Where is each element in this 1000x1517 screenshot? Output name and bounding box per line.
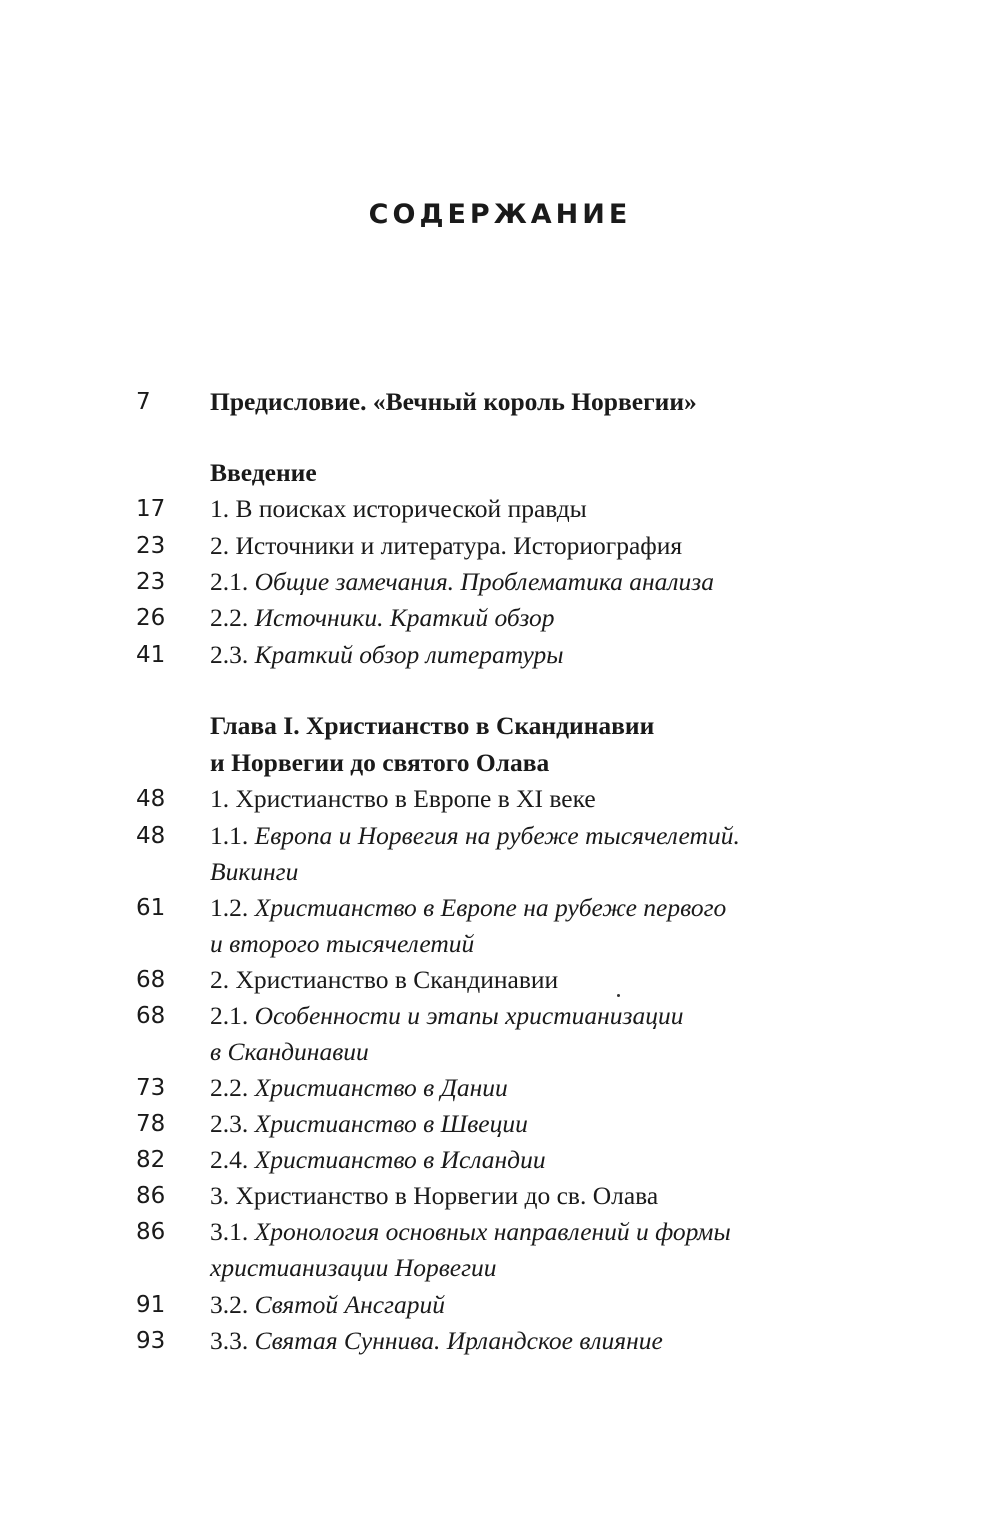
entry-title: Особенности и этапы христианизации: [254, 1001, 684, 1030]
toc-entry[interactable]: [0, 781, 1000, 817]
toc-entry[interactable]: [0, 818, 1000, 854]
entry-title: Святой Ансгарий: [254, 1290, 446, 1319]
page-number: 23: [136, 533, 166, 559]
entry-title-continuation: в Скандинавии: [210, 1037, 369, 1066]
page-number: 86: [136, 1219, 166, 1245]
entry-prefix: 1.: [210, 494, 230, 523]
chapter-heading-line: [0, 708, 1000, 744]
entry-title: В поисках исторической правды: [235, 494, 587, 523]
page-number: 23: [136, 569, 166, 595]
page-number: 68: [136, 967, 166, 993]
entry-prefix: 2.3.: [210, 1109, 249, 1138]
toc-entry[interactable]: [0, 1323, 1000, 1359]
chapter-heading: и Норвегии до святого Олава: [210, 748, 550, 777]
entry-prefix: 2.1.: [210, 567, 249, 596]
entry-title: Источники и литература. Историография: [235, 531, 683, 560]
entry-title: Предисловие. «Вечный король Норвегии»: [210, 387, 697, 416]
chapter-heading-line: [0, 745, 1000, 781]
page-title: СОДЕРЖАНИЕ: [368, 199, 632, 230]
toc-entry[interactable]: [0, 962, 1000, 998]
toc-entry[interactable]: [0, 491, 1000, 527]
page-number: 41: [136, 642, 166, 668]
toc-entry[interactable]: [0, 890, 1000, 926]
toc-entry[interactable]: [0, 1214, 1000, 1250]
entry-title-continuation: христианизации Норвегии: [210, 1253, 497, 1282]
entry-prefix: 2.3.: [210, 640, 249, 669]
entry-title: Краткий обзор литературы: [254, 640, 564, 669]
page-number: 26: [136, 605, 166, 631]
toc-entry[interactable]: [0, 1178, 1000, 1214]
page-number: 17: [136, 496, 166, 522]
entry-prefix: 3.1.: [210, 1217, 249, 1246]
toc-entry-continuation: [0, 1250, 1000, 1286]
page-number: 48: [136, 823, 166, 849]
entry-prefix: 1.1.: [210, 821, 249, 850]
chapter-heading: Глава I. Христианство в Скандинавии: [210, 711, 655, 740]
page-number: 73: [136, 1075, 166, 1101]
page-number: 68: [136, 1003, 166, 1029]
page-number: 61: [136, 895, 166, 921]
toc-entry[interactable]: [0, 528, 1000, 564]
entry-prefix: 1.: [210, 784, 230, 813]
entry-title: Источники. Краткий обзор: [254, 603, 555, 632]
entry-title: Хронология основных направлений и формы: [254, 1217, 731, 1246]
entry-prefix: 3.: [210, 1181, 230, 1210]
page-number: 78: [136, 1111, 166, 1137]
toc-entry[interactable]: [0, 1106, 1000, 1142]
entry-title: Христианство в Европе в XI веке: [235, 784, 596, 813]
toc-entry-continuation: [0, 926, 1000, 962]
toc-entry[interactable]: [0, 998, 1000, 1034]
page-number: 86: [136, 1183, 166, 1209]
entry-prefix: 2.: [210, 965, 230, 994]
entry-title-continuation: и второго тысячелетий: [210, 929, 475, 958]
page-number: 7: [136, 389, 151, 415]
section-heading: Введение: [210, 458, 317, 487]
entry-title: Общие замечания. Проблематика анализа: [254, 567, 714, 596]
page-number: 91: [136, 1292, 166, 1318]
print-speck: [617, 994, 620, 997]
toc-entry[interactable]: [0, 600, 1000, 636]
entry-title: Христианство в Швеции: [254, 1109, 528, 1138]
entry-title: Христианство в Норвегии до св. Олава: [235, 1181, 659, 1210]
page-number: 82: [136, 1147, 166, 1173]
entry-title: Христианство в Европе на рубеже первого: [254, 893, 727, 922]
toc-entry[interactable]: [0, 1287, 1000, 1323]
entry-title: Европа и Норвегия на рубеже тысячелетий.: [254, 821, 740, 850]
entry-title: Христианство в Дании: [254, 1073, 508, 1102]
toc-entry-preface[interactable]: [0, 384, 1000, 420]
entry-title: Христианство в Исландии: [254, 1145, 546, 1174]
toc-entry-continuation: [0, 1034, 1000, 1070]
page-number: 93: [136, 1328, 166, 1354]
entry-prefix: 2.4.: [210, 1145, 249, 1174]
toc-entry-continuation: [0, 854, 1000, 890]
entry-prefix: 2.2.: [210, 603, 249, 632]
entry-title-continuation: Викинги: [210, 857, 299, 886]
toc-entry[interactable]: [0, 1142, 1000, 1178]
entry-prefix: 2.1.: [210, 1001, 249, 1030]
toc-entry[interactable]: [0, 637, 1000, 673]
page-number: 48: [136, 786, 166, 812]
entry-prefix: 2.: [210, 531, 230, 560]
entry-prefix: 1.2.: [210, 893, 249, 922]
toc-entry[interactable]: [0, 1070, 1000, 1106]
entry-prefix: 3.2.: [210, 1290, 249, 1319]
section-heading-introduction: [0, 455, 1000, 491]
entry-prefix: 2.2.: [210, 1073, 249, 1102]
entry-prefix: 3.3.: [210, 1326, 249, 1355]
entry-title: Святая Суннива. Ирландское влияние: [254, 1326, 663, 1355]
entry-title: Христианство в Скандинавии: [235, 965, 559, 994]
toc-entry[interactable]: [0, 564, 1000, 600]
